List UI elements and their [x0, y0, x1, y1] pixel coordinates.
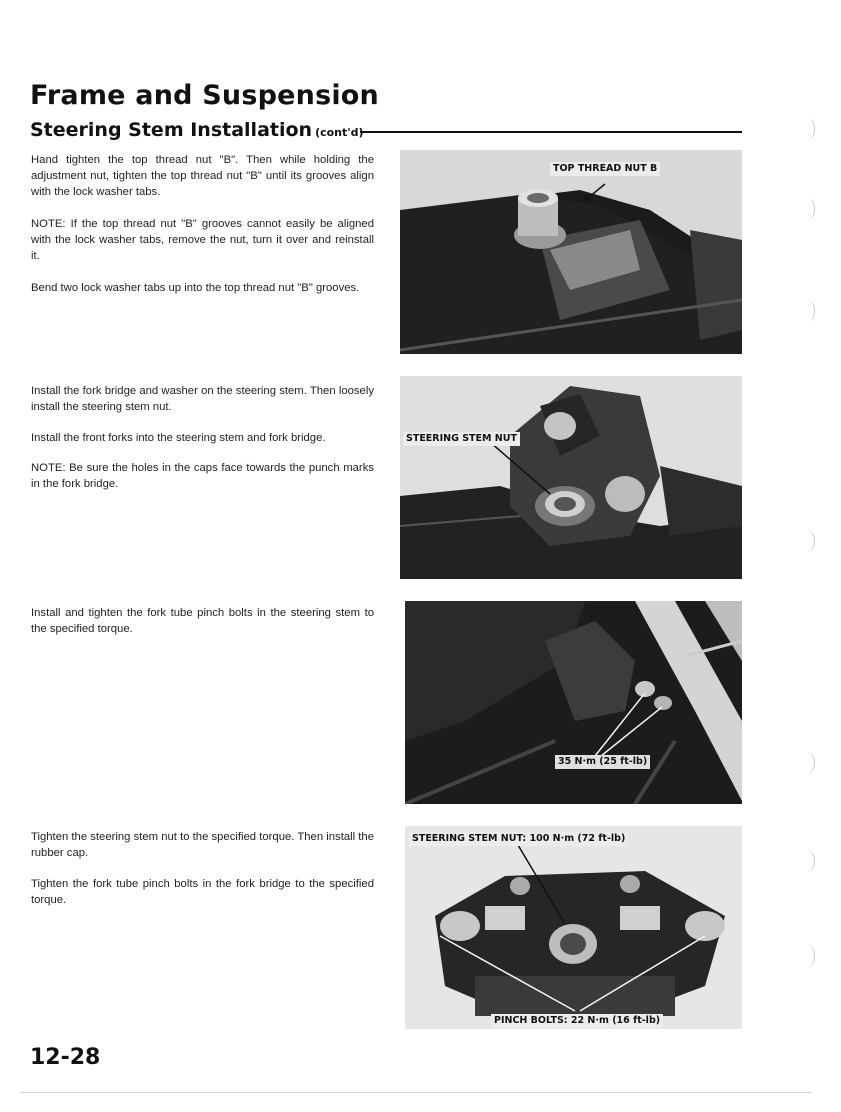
- binder-hole-mark: [800, 945, 815, 967]
- photo-pinch-bolts-stem: [405, 601, 742, 804]
- step-4-paragraph-2: Tighten the fork tube pinch bolts in the fork bridge to the specified torque.: [31, 878, 374, 906]
- section-title: [30, 119, 364, 141]
- step-1-paragraph-2: Bend two lock washer tabs up into the top thread nut "B" grooves.: [31, 282, 360, 294]
- chapter-title: Frame and Suspension: [30, 80, 379, 111]
- binder-hole-mark: [800, 198, 815, 220]
- section-title-suffix: (cont'd): [315, 126, 364, 139]
- photo-steering-stem-nut-drawing: [400, 376, 742, 579]
- section-title-text: Steering Stem Installation: [30, 119, 313, 141]
- callout-steering-stem-nut-torque: STEERING STEM NUT: 100 N·m (72 ft-lb): [409, 832, 628, 846]
- page-number: 12-28: [30, 1045, 101, 1070]
- photo-pinch-bolts-stem-drawing: [405, 601, 742, 804]
- binder-hole-mark: [800, 300, 815, 322]
- binder-hole-mark: [800, 850, 815, 872]
- photo-fork-bridge-torque-drawing: [405, 826, 742, 1029]
- photo-top-thread-nut: [400, 150, 742, 354]
- callout-pinch-bolts-torque: PINCH BOLTS: 22 N·m (16 ft-lb): [491, 1014, 663, 1028]
- section-divider: [360, 131, 742, 133]
- callout-steering-stem-nut: STEERING STEM NUT: [403, 432, 520, 446]
- callout-top-thread-nut-b: TOP THREAD NUT B: [550, 162, 660, 176]
- step-3-paragraph-1: Install and tighten the fork tube pinch bolts in the steering stem to the specified torque.: [31, 607, 374, 635]
- step-4-paragraph-1: Tighten the steering stem nut to the specified torque. Then install the rubber cap.: [31, 831, 374, 859]
- photo-top-thread-nut-drawing: [400, 150, 742, 354]
- step-2-note: NOTE: Be sure the holes in the caps face towards the punch marks in the fork bridge.: [31, 462, 374, 490]
- step-1-note: NOTE: If the top thread nut "B" grooves cannot easily be aligned with the lock washer tabs, remove the nut, turn it over and reinstall it.: [31, 218, 374, 262]
- photo-fork-bridge-torque: [405, 826, 742, 1029]
- photo-steering-stem-nut: [400, 376, 742, 579]
- binder-hole-mark: [800, 530, 815, 552]
- step-2-paragraph-2: Install the front forks into the steering stem and fork bridge.: [31, 432, 326, 444]
- binder-hole-mark: [800, 752, 815, 774]
- step-2-paragraph-1: Install the fork bridge and washer on the steering stem. Then loosely install the steering stem nut.: [31, 385, 374, 413]
- section-heading: [30, 119, 742, 145]
- binder-hole-mark: [800, 118, 815, 140]
- callout-stem-pinch-bolt-torque: 35 N·m (25 ft-lb): [555, 755, 650, 769]
- footer-rule: [20, 1092, 811, 1093]
- step-1-paragraph-1: Hand tighten the top thread nut "B". Then while holding the adjustment nut, tighten the top thread nut "B" until its grooves align with the lock washer tabs.: [31, 154, 374, 198]
